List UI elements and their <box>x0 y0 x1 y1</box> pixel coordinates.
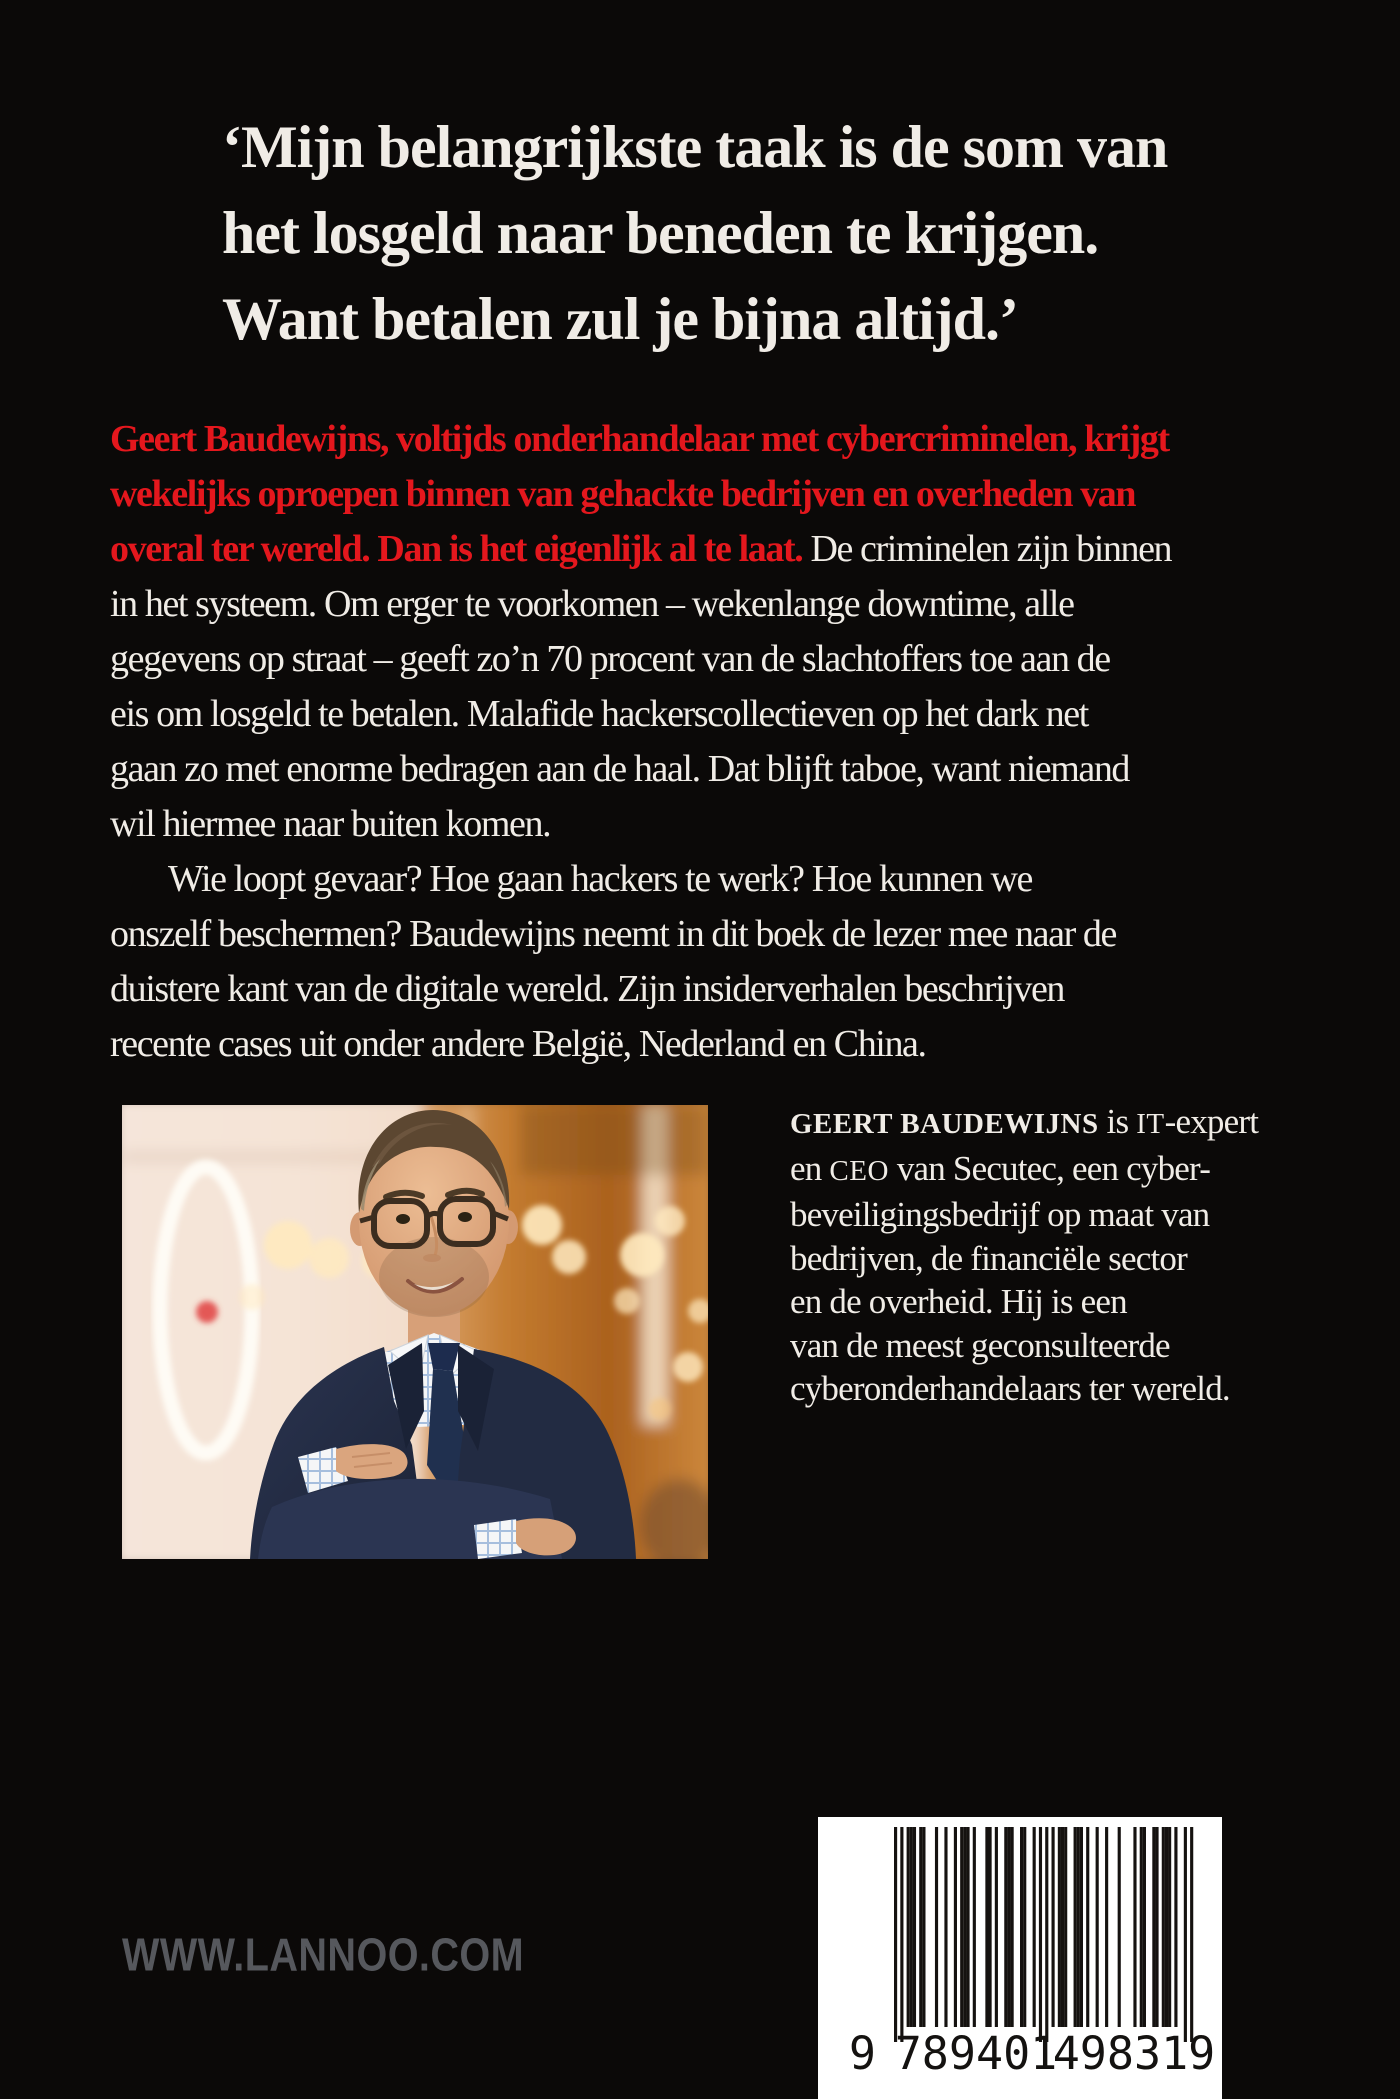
barcode-bar <box>922 1827 925 2027</box>
text-line <box>110 962 1171 1017</box>
barcode-bar <box>944 1827 947 2027</box>
bio-text: IT <box>1136 1108 1165 1140</box>
barcode-bar <box>1105 1827 1108 2027</box>
barcode-bar <box>1190 1827 1193 2042</box>
text-line <box>110 467 1171 522</box>
barcode-bar <box>989 1827 992 2027</box>
author-photo-image <box>122 1105 708 1559</box>
text-line <box>110 522 1171 577</box>
barcode-bar <box>1033 1827 1036 2027</box>
bio-text: cyberonderhandelaars ter wereld. <box>790 1369 1230 1408</box>
body-text: gaan zo met enorme bedragen aan de haal. Dat blijft taboe, want niemand <box>110 748 1130 790</box>
publisher-website: WWW.LANNOO.COM <box>122 1928 525 1982</box>
bio-text: CEO <box>829 1154 889 1187</box>
barcode-bar <box>1052 1827 1055 2027</box>
blurb-paragraph-2 <box>110 852 1171 1072</box>
barcode-bar <box>1184 1827 1187 2042</box>
text-line <box>790 1324 1258 1368</box>
barcode-bar <box>1118 1827 1121 2027</box>
text-line <box>790 1237 1258 1281</box>
text-line <box>110 907 1171 962</box>
barcode-bar <box>1020 1827 1023 2027</box>
bio-text: en de overheid. Hij is een <box>790 1282 1127 1321</box>
bio-text: beveiligingsbedrijf op maat van <box>790 1195 1210 1234</box>
barcode-bar <box>1004 1827 1007 2027</box>
body-text: eis om losgeld te betalen. Malafide hackerscollectieven op het dark net <box>110 693 1088 735</box>
text-line <box>110 632 1171 687</box>
blurb-text <box>110 412 1171 1072</box>
isbn-digits: 9 <box>848 2027 876 2080</box>
eye-right <box>458 1212 472 1222</box>
isbn-barcode <box>818 1817 1222 2099</box>
body-text: wil hiermee naar buiten komen. <box>110 803 551 845</box>
barcode-bar <box>910 1827 913 2027</box>
quote-text: het losgeld naar beneden te krijgen. <box>222 200 1099 266</box>
barcode-bar <box>960 1827 963 2027</box>
body-text: recente cases uit onder andere België, Nederland en China. <box>110 1023 926 1065</box>
barcode-bar <box>963 1827 966 2027</box>
bio-text: bedrijven, de financiële sector <box>790 1238 1187 1278</box>
barcode-bar <box>1080 1827 1083 2027</box>
ean13-barcode <box>818 1817 1222 2099</box>
text-line <box>222 276 1167 362</box>
bio-text: en <box>790 1148 830 1188</box>
barcode-bar <box>1023 1827 1026 2027</box>
body-text: in het systeem. Om erger te voorkomen – wekenlange downtime, alle <box>110 583 1074 625</box>
barcode-bar <box>1155 1827 1158 2027</box>
barcode-bar <box>1074 1827 1077 2027</box>
barcode-bar <box>954 1827 957 2027</box>
barcode-bar <box>1140 1827 1143 2027</box>
eye-left <box>396 1214 410 1224</box>
barcode-bar <box>1096 1827 1099 2027</box>
barcode-bar <box>1058 1827 1061 2027</box>
shirt-cuff-2 <box>474 1519 522 1559</box>
barcode-bar <box>1162 1827 1165 2027</box>
text-line <box>110 742 1171 797</box>
barcode-bar <box>1165 1827 1168 2027</box>
quote-text: Want betalen zul je bijna altijd.’ <box>222 286 1019 352</box>
barcode-bar <box>995 1827 998 2027</box>
barcode-bar <box>900 1827 903 2042</box>
barcode-bar <box>966 1827 969 2027</box>
barcode-bar <box>919 1827 922 2027</box>
text-line <box>222 190 1167 276</box>
text-line <box>110 577 1171 632</box>
text-line <box>110 412 1171 467</box>
barcode-bar <box>1152 1827 1155 2027</box>
barcode-bar <box>1168 1827 1171 2027</box>
barcode-bar <box>1007 1827 1010 2027</box>
bio-text: is <box>1098 1102 1137 1141</box>
barcode-bar <box>1174 1827 1177 2027</box>
lead-red-text: overal ter wereld. Dan is het eigenlijk al te laat. <box>110 528 803 570</box>
body-text: Wie loopt gevaar? Hoe gaan hackers te werk? Hoe kunnen we <box>168 858 1033 900</box>
barcode-bar <box>1039 1827 1042 2042</box>
barcode-bar <box>1133 1827 1136 2027</box>
lead-red-text: wekelijks oproepen binnen van gehackte bedrijven en overheden van <box>110 473 1136 515</box>
text-line <box>110 1017 1171 1072</box>
body-text: gegevens op straat – geeft zo’n 70 procent van de slachtoffers toe aan de <box>110 638 1110 680</box>
barcode-bar <box>1077 1827 1080 2027</box>
text-line <box>222 104 1167 190</box>
bio-text: -expert <box>1164 1102 1259 1141</box>
barcode-bar <box>907 1827 910 2027</box>
bio-text: van Secutec, een cyber- <box>888 1148 1211 1188</box>
hand <box>336 1444 408 1479</box>
barcode-bar <box>1086 1827 1089 2027</box>
quote-text: ‘Mijn belangrijkste taak is de som van <box>222 114 1168 180</box>
barcode-bar <box>1143 1827 1146 2027</box>
body-text: De criminelen zijn binnen <box>802 528 1172 570</box>
barcode-bar <box>973 1827 976 2027</box>
author-name: GEERT BAUDEWIJNS <box>790 1108 1099 1140</box>
text-line <box>110 852 1171 907</box>
text-line <box>790 1193 1258 1237</box>
text-line <box>790 1100 1258 1147</box>
barcode-bar <box>913 1827 916 2027</box>
author-bio <box>790 1100 1258 1411</box>
barcode-bar <box>1011 1827 1014 2027</box>
cover-quote <box>222 104 1167 362</box>
isbn-digits: 789401 <box>894 2027 1058 2080</box>
isbn-digits: 498319 <box>1052 2027 1216 2080</box>
blurb-paragraph-1 <box>110 412 1171 852</box>
barcode-bar <box>1061 1827 1064 2027</box>
barcode-bar <box>935 1827 938 2027</box>
barcode-bar <box>1064 1827 1067 2027</box>
text-line <box>110 797 1171 852</box>
bio-text: van de meest geconsulteerde <box>790 1325 1170 1365</box>
body-text: onszelf beschermen? Baudewijns neemt in dit boek de lezer mee naar de <box>110 913 1116 955</box>
text-line <box>110 687 1171 742</box>
text-line <box>790 1280 1258 1324</box>
text-line <box>790 1147 1258 1194</box>
barcode-bar <box>985 1827 988 2027</box>
author-photo <box>122 1105 708 1559</box>
text-line <box>790 1367 1258 1411</box>
lead-red-text: Geert Baudewijns, voltijds onderhandelaar met cybercriminelen, krijgt <box>110 418 1169 460</box>
barcode-bar <box>894 1827 897 2042</box>
body-text: duistere kant van de digitale wereld. Zijn insiderverhalen beschrijven <box>110 968 1065 1010</box>
barcode-bar <box>1045 1827 1048 2042</box>
